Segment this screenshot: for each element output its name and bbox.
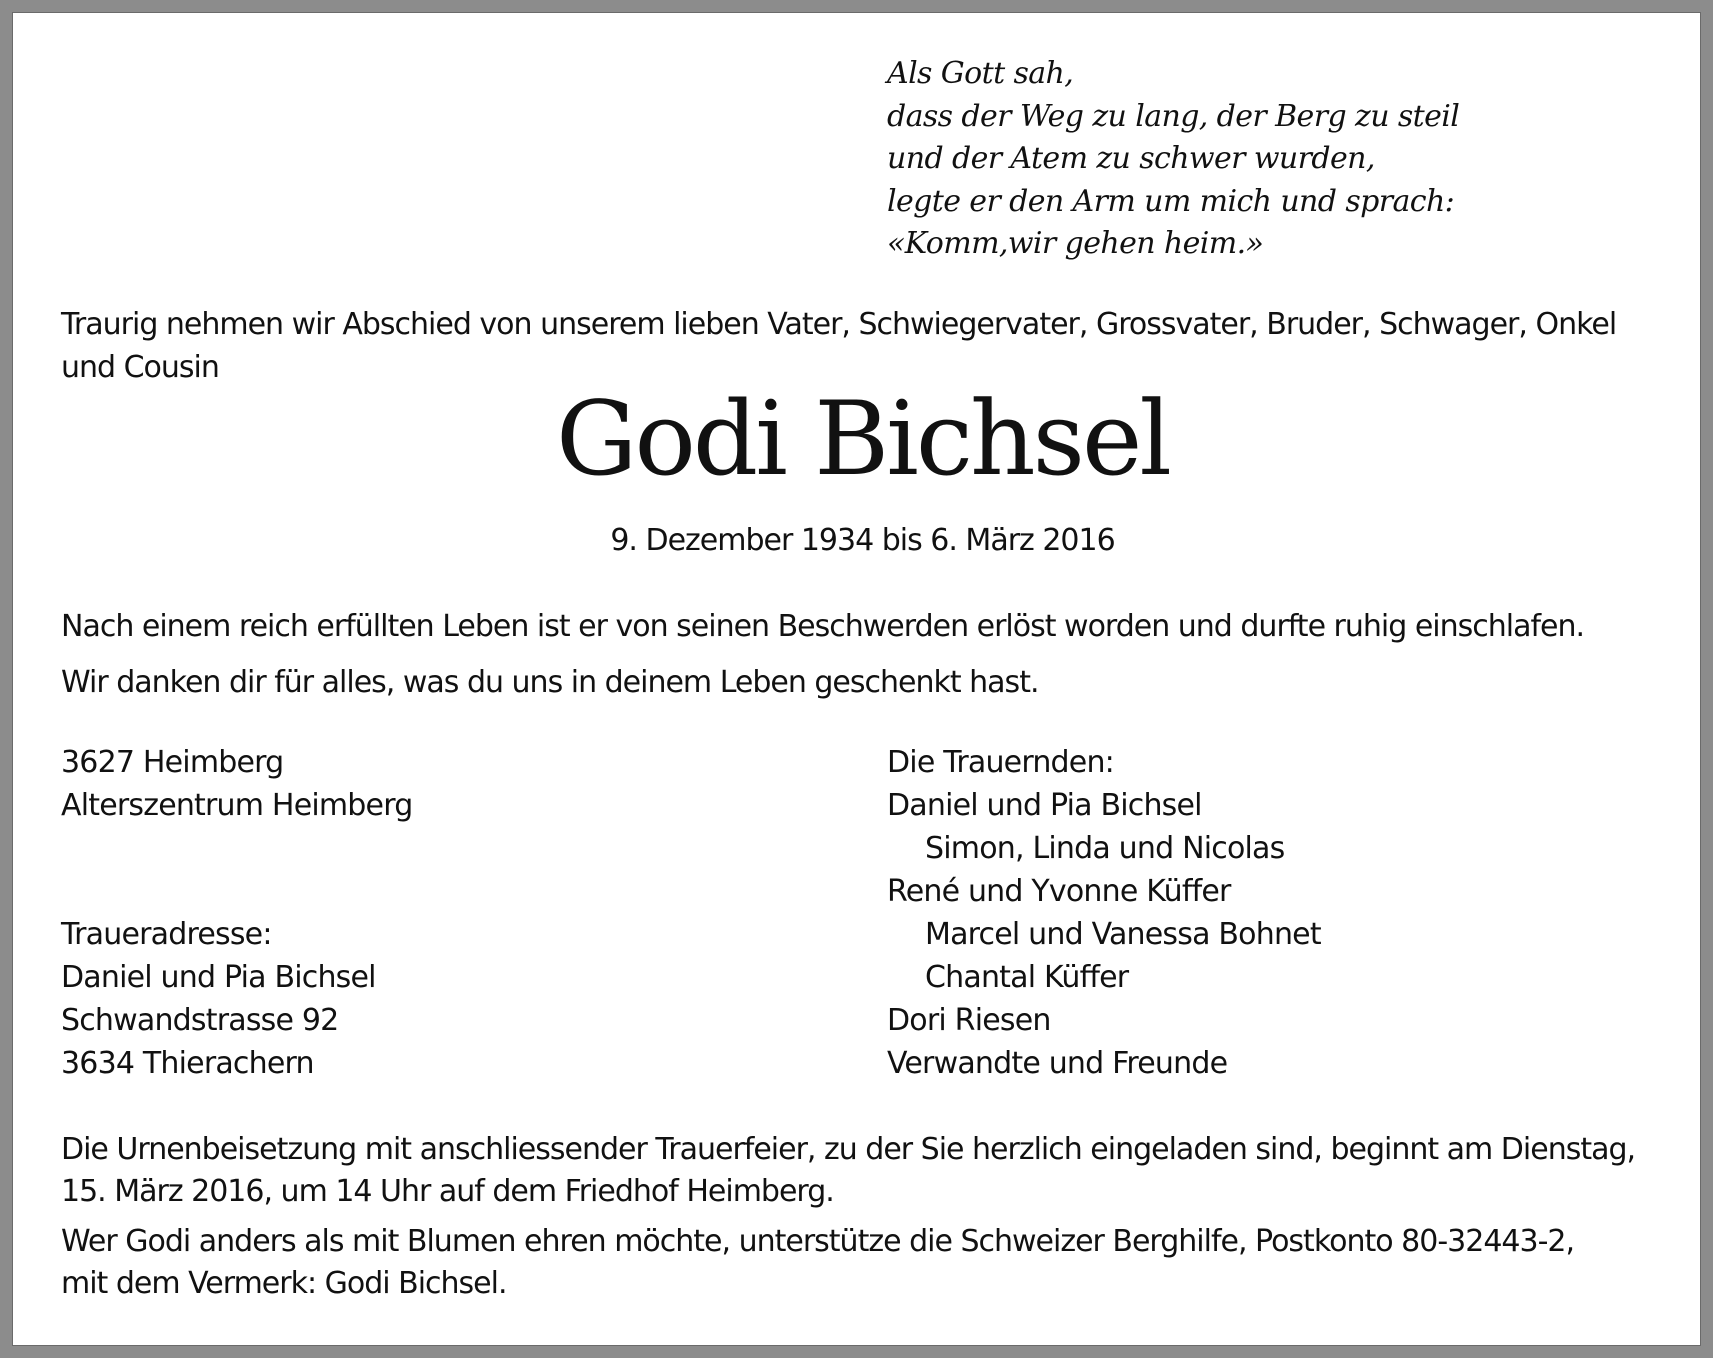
mourners-heading: Die Trauernden: — [887, 745, 1114, 780]
mourner-entry: Dori Riesen — [887, 1003, 1051, 1038]
mourners-list — [887, 741, 1321, 1085]
message-line-2: Wir danken dir für alles, was du uns in deinem Leben geschenkt hast. — [61, 665, 1039, 700]
mourner-entry: Chantal Küffer — [925, 960, 1129, 995]
ceremony-line-2: 15. März 2016, um 14 Uhr auf dem Friedhof Heimberg. — [61, 1174, 834, 1209]
obituary-page — [12, 12, 1701, 1346]
mourning-address — [61, 913, 376, 1085]
intro-line-2: und Cousin — [61, 350, 219, 385]
intro-line-1: Traurig nehmen wir Abschied von unserem lieben Vater, Schwiegervater, Grossvater, Bruder, Schwager, Onkel — [61, 307, 1617, 342]
life-dates: 9. Dezember 1934 bis 6. März 2016 — [610, 523, 1115, 558]
poem-line: legte er den Arm um mich und sprach: — [887, 183, 1455, 219]
donation-line-1: Wer Godi anders als mit Blumen ehren möchte, unterstütze die Schweizer Berghilfe, Postkonto 80-32443-2, — [61, 1224, 1575, 1259]
poem-line: und der Atem zu schwer wurden, — [887, 141, 1375, 176]
message-line-1: Nach einem reich erfüllten Leben ist er von seinen Beschwerden erlöst worden und durfte ruhig einschlafen. — [61, 609, 1585, 644]
address-heading: Traueradresse: — [61, 917, 272, 952]
donation-line-2: mit dem Vermerk: Godi Bichsel. — [61, 1266, 507, 1301]
address-name: Daniel und Pia Bichsel — [61, 960, 376, 995]
mourner-entry: René und Yvonne Küffer — [887, 874, 1231, 909]
poem-line: «Komm,wir gehen heim.» — [887, 226, 1264, 261]
location-block — [61, 741, 412, 827]
deceased-name: Godi Bichsel — [556, 380, 1169, 499]
poem-line: dass der Weg zu lang, der Berg zu steil — [887, 98, 1460, 134]
mourner-entry: Verwandte und Freunde — [887, 1046, 1228, 1081]
poem-line: Als Gott sah, — [887, 56, 1074, 91]
donation-text — [61, 1221, 1574, 1305]
location-line-1: 3627 Heimberg — [61, 745, 284, 780]
poem — [887, 53, 1459, 266]
ceremony-text — [61, 1129, 1635, 1213]
mourner-entry: Daniel und Pia Bichsel — [887, 788, 1202, 823]
location-line-2: Alterszentrum Heimberg — [61, 788, 413, 823]
ceremony-line-1: Die Urnenbeisetzung mit anschliessender Trauerfeier, zu der Sie herzlich eingeladen sind, beginnt am Dienstag, — [61, 1132, 1636, 1167]
address-street: Schwandstrasse 92 — [61, 1003, 339, 1038]
mourner-entry: Marcel und Vanessa Bohnet — [925, 917, 1321, 952]
mourner-entry: Simon, Linda und Nicolas — [925, 831, 1285, 866]
address-city: 3634 Thierachern — [61, 1046, 314, 1081]
